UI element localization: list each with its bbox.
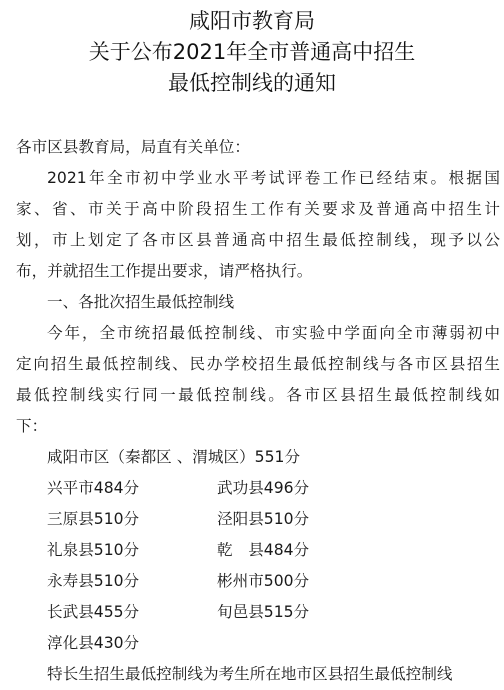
quota-item: 永寿县510分: [47, 572, 140, 590]
title-subject-line1: 关于公布2021年全市普通高中招生: [88, 40, 416, 64]
quota-row: [16, 597, 500, 628]
paragraph-control-lines: [16, 318, 500, 442]
title-issuer: 咸阳市教育局: [189, 9, 315, 33]
quota-row: [16, 628, 500, 659]
paragraph-line: 定向招生最低控制线、民办学校招生最低控制线与各市区县招生: [16, 355, 500, 373]
section-heading: 一、各批次招生最低控制线: [47, 293, 235, 311]
quota-list: [16, 473, 500, 659]
quota-item: 礼泉县510分: [47, 541, 140, 559]
paragraph-line: 布，并就招生工作提出要求，请严格执行。: [16, 262, 313, 280]
paragraph-line: 下：: [16, 417, 48, 435]
quota-item: 彬州市500分: [217, 572, 310, 590]
quota-item: 泾阳县510分: [217, 510, 310, 528]
paragraph-line: 今年，全市统招最低控制线、市实验中学面向全市薄弱初中: [47, 324, 500, 342]
paragraph-line: 最低控制线实行同一最低控制线。各市区县招生最低控制线如: [16, 386, 500, 404]
title-subject-line2: 最低控制线的通知: [168, 71, 336, 95]
document-body: [16, 132, 500, 690]
quota-item: 长武县455分: [47, 603, 140, 621]
quota-item: 乾 县484分: [217, 541, 310, 559]
quota-row: [16, 535, 500, 566]
quota-item: 三原县510分: [47, 510, 140, 528]
paragraph-line: 2021年全市初中学业水平考试评卷工作已经结束。根据国: [47, 169, 500, 187]
quota-item: 武功县496分: [217, 479, 310, 497]
quota-row: [16, 473, 500, 504]
quota-item: 淳化县430分: [47, 634, 140, 652]
salutation: 各市区县教育局，局直有关单位：: [16, 138, 250, 156]
paragraph-line: 划，市上划定了各市区县普通高中招生最低控制线，现予以公: [16, 231, 500, 249]
paragraph-intro: [16, 163, 500, 287]
paragraph-line: 家、省、市关于高中阶段招生工作有关要求及普通高中招生计: [16, 200, 500, 218]
document-title: [0, 6, 504, 99]
quota-row: [16, 504, 500, 535]
quota-item: 兴平市484分: [47, 479, 140, 497]
quota-item: 旬邑县515分: [217, 603, 310, 621]
quota-item-city: 咸阳市区（秦都区 、渭城区）551分: [47, 448, 301, 466]
quota-row: [16, 566, 500, 597]
paragraph-line: 特长生招生最低控制线为考生所在地市区县招生最低控制线: [47, 665, 453, 683]
